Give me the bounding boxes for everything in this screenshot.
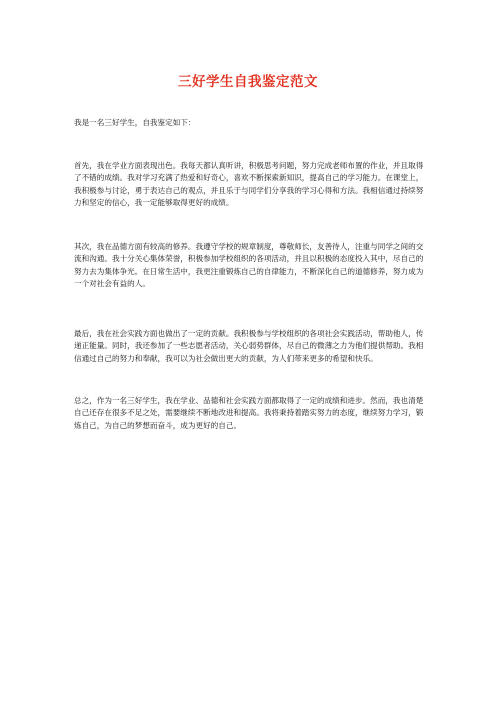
intro-line: 我是一名三好学生，自我鉴定如下： — [74, 118, 196, 127]
paragraph-academics: 首先，我在学业方面表现出色。我每天都认真听讲，积极思考问题，努力完成老师布置的作业，并且取得了不错的成绩。我对学习充满了热爱和好奇心，喜欢不断探索新知识，提高自己的学习能力。在课堂上，我积极参与讨论，勇于表达自己的观点，并且乐于与同学们分享我的学习心得和方法。我相信通过持续努力和坚定的信心，我一定能够取得更好的成绩。 — [74, 161, 424, 207]
paragraph-summary: 总之，作为一名三好学生，我在学业、品德和社会实践方面都取得了一定的成绩和进步。然而，我也清楚自己还存在很多不足之处，需要继续不断地改进和提高。我将秉持着踏实努力的态度，继续努力学习，锻炼自己，为自己的梦想而奋斗，成为更好的自己。 — [74, 396, 424, 430]
paragraph-character: 其次，我在品德方面有较高的修养。我遵守学校的规章制度，尊敬师长，友善待人，注重与同学之间的交流和沟通。我十分关心集体荣誉，积极参加学校组织的各项活动，并且以积极的态度投入其中，尽自己的努力去为集体争光。在日常生活中，我更注重锻炼自己的自律能力，不断深化自己的道德修养，努力成为一个对社会有益的人。 — [74, 242, 424, 288]
paragraph-social-practice: 最后，我在社会实践方面也做出了一定的贡献。我积极参与学校组织的各项社会实践活动，帮助他人，传递正能量。同时，我还参加了一些志愿者活动，关心弱势群体，尽自己的微薄之力为他们提供帮助。我相信通过自己的努力和奉献，我可以为社会做出更大的贡献，为人们带来更多的希望和快乐。 — [74, 329, 424, 363]
document-title: 三好学生自我鉴定范文 — [178, 74, 318, 90]
